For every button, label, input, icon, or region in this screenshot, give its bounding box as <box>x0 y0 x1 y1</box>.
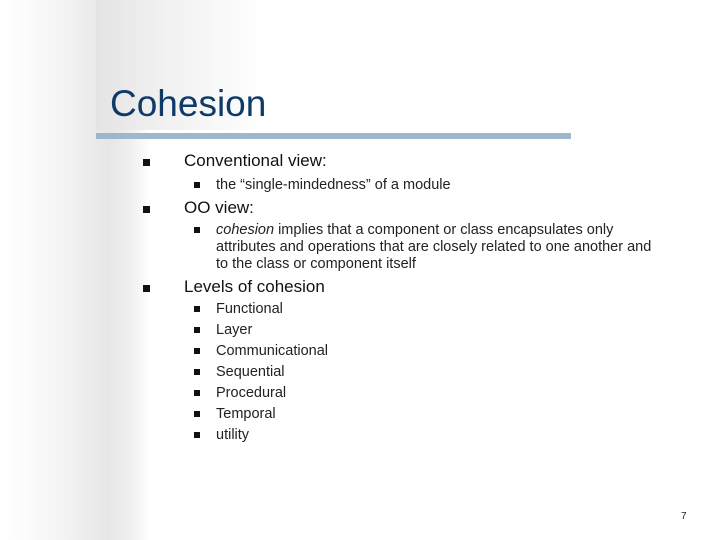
level-label: Functional <box>216 301 283 317</box>
bullet-label: Conventional view: <box>184 151 327 170</box>
sub-bullet-label <box>216 222 656 273</box>
bullet-square-icon <box>194 390 200 396</box>
level-label: Layer <box>216 322 253 338</box>
bullet-square-icon <box>194 327 200 333</box>
level-label: utility <box>216 427 250 443</box>
level-label: Procedural <box>216 385 287 401</box>
bullet-label: Levels of cohesion <box>184 277 325 296</box>
bullet-square-icon <box>194 411 200 417</box>
bullet-square-icon <box>143 285 150 292</box>
bullet-label: OO view: <box>184 198 254 217</box>
bullet-square-icon <box>143 206 150 213</box>
page-number: 7 <box>681 511 687 522</box>
bullet-square-icon <box>194 227 200 233</box>
title-underline <box>96 133 571 139</box>
cohesion-definition: implies that a component or class encapsulates only attributes and operations that are closely related to one another and to the class or component itself <box>216 222 652 272</box>
slide-title: Cohesion <box>110 83 267 124</box>
bullet-square-icon <box>194 182 200 188</box>
bullet-square-icon <box>194 348 200 354</box>
bullet-square-icon <box>194 369 200 375</box>
bullet-square-icon <box>143 159 150 166</box>
level-label: Temporal <box>216 406 276 422</box>
level-label: Communicational <box>216 343 329 359</box>
bullet-square-icon <box>194 432 200 438</box>
cohesion-term: cohesion <box>216 222 275 238</box>
level-label: Sequential <box>216 364 285 380</box>
bullet-square-icon <box>194 306 200 312</box>
sub-bullet-label: the “single-mindedness” of a module <box>216 177 451 193</box>
